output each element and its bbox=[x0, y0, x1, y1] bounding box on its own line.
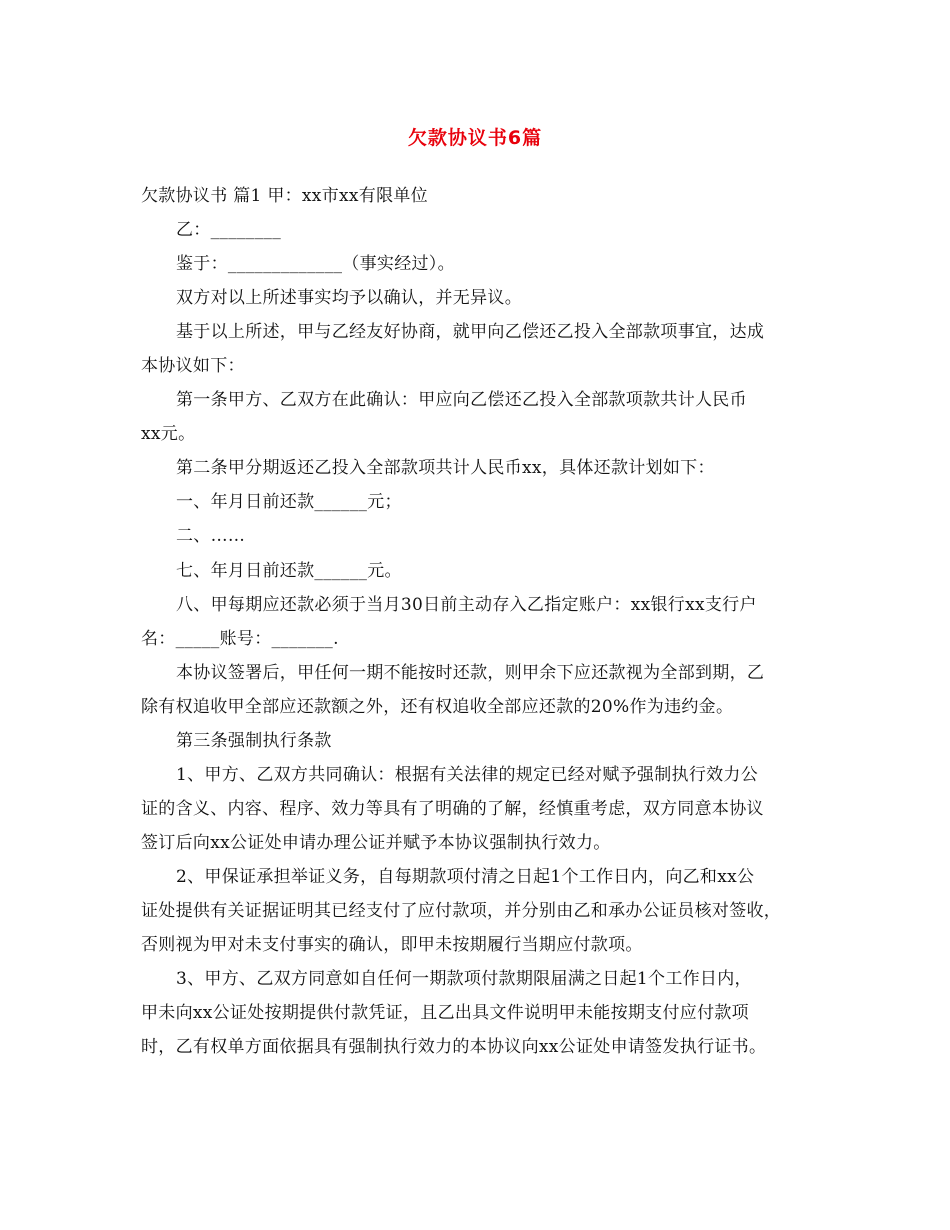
text-line: 本协议如下： bbox=[141, 356, 245, 376]
text-line: 欠款协议书 篇1 甲：xx市xx有限单位 bbox=[141, 186, 428, 206]
text-line: 名：_____账号：_______. bbox=[141, 629, 339, 649]
text-line: 鉴于：_____________（事实经过）。 bbox=[176, 254, 455, 274]
text-line: 二、…… bbox=[176, 526, 246, 546]
text-line: xx元。 bbox=[141, 424, 196, 444]
text-line: 签订后向xx公证处申请办理公证并赋予本协议强制执行效力。 bbox=[141, 833, 611, 853]
text-line: 双方对以上所述事实均予以确认，并无异议。 bbox=[176, 288, 522, 308]
text-line: 3、甲方、乙双方同意如自任何一期款项付款期限届满之日起1个工作日内， bbox=[176, 969, 752, 989]
text-line: 甲未向xx公证处按期提供付款凭证，且乙出具文件说明甲未能按期支付应付款项 bbox=[141, 1003, 749, 1023]
text-line: 一、年月日前还款______元； bbox=[176, 492, 402, 512]
text-line: 本协议签署后，甲任何一期不能按时还款，则甲余下应还款视为全部到期，乙 bbox=[176, 663, 765, 683]
text-line: 证处提供有关证据证明其已经支付了应付款项，并分别由乙和承办公证员核对签收， bbox=[141, 901, 782, 921]
text-line: 基于以上所述，甲与乙经友好协商，就甲向乙偿还乙投入全部款项事宜，达成 bbox=[176, 322, 765, 342]
text-line: 1、甲方、乙双方共同确认：根据有关法律的规定已经对赋予强制执行效力公 bbox=[176, 765, 759, 785]
text-line: 八、甲每期应还款必须于当月30日前主动存入乙指定账户：xx银行xx支行户 bbox=[176, 595, 757, 615]
text-line: 七、年月日前还款______元。 bbox=[176, 561, 402, 581]
text-line: 2、甲保证承担举证义务，自每期款项付清之日起1个工作日内，向乙和xx公 bbox=[176, 867, 755, 887]
text-line: 第三条强制执行条款 bbox=[176, 731, 332, 751]
text-line: 乙：________ bbox=[176, 220, 281, 240]
text-line: 第二条甲分期返还乙投入全部款项共计人民币xx，具体还款计划如下： bbox=[176, 458, 715, 478]
text-line: 第一条甲方、乙双方在此确认：甲应向乙偿还乙投入全部款项款共计人民币 bbox=[176, 390, 747, 410]
text-line: 证的含义、内容、程序、效力等具有了明确的了解，经慎重考虑，双方同意本协议 bbox=[141, 799, 764, 819]
document-title: 欠款协议书6篇 bbox=[407, 127, 543, 149]
text-line: 否则视为甲对未支付事实的确认，即甲未按期履行当期应付款项。 bbox=[141, 935, 643, 955]
text-line: 时，乙有权单方面依据具有强制执行效力的本协议向xx公证处申请签发执行证书。 bbox=[141, 1037, 767, 1057]
text-line: 除有权追收甲全部应还款额之外，还有权追收全部应还款的20%作为违约金。 bbox=[141, 697, 734, 717]
